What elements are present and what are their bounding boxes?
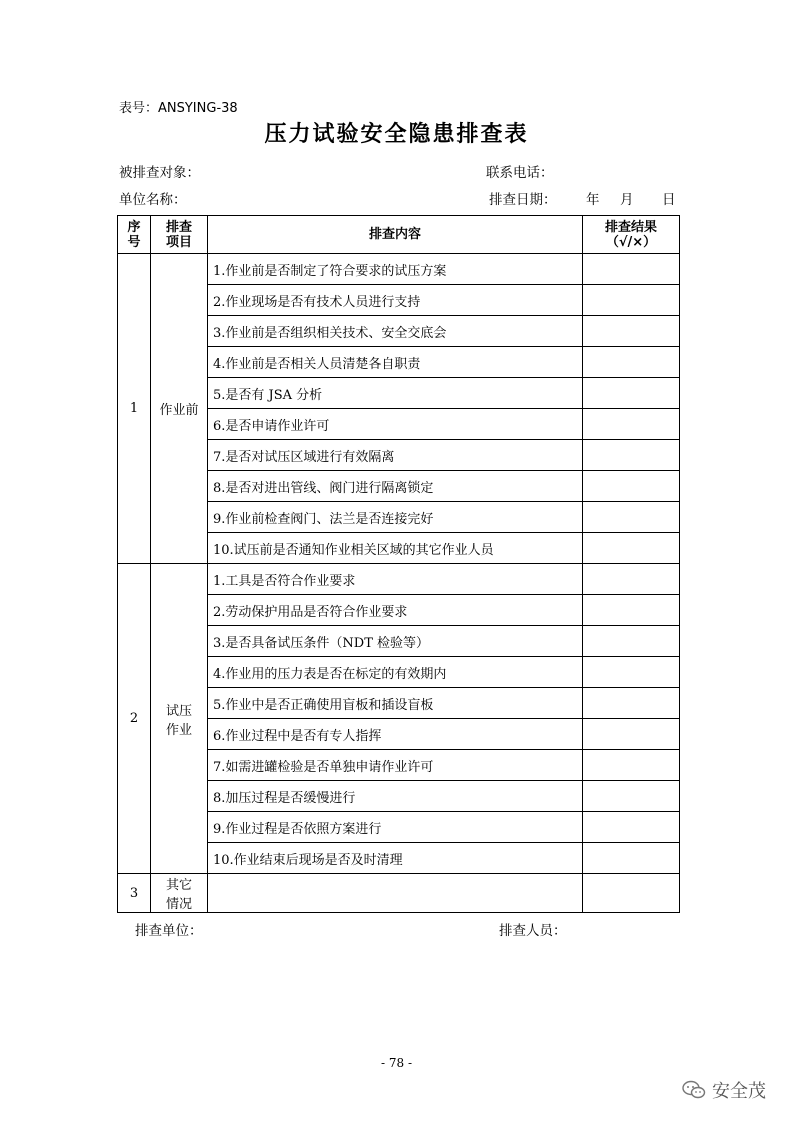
check-item: 1.工具是否符合作业要求 bbox=[208, 564, 583, 595]
check-item: 6.是否申请作业许可 bbox=[208, 409, 583, 440]
footer-person-label: 排查人员： bbox=[499, 923, 567, 939]
check-date-label: 排查日期： bbox=[489, 192, 557, 208]
header-seq-line1: 序 bbox=[127, 219, 141, 235]
header-project bbox=[151, 216, 208, 254]
wechat-icon bbox=[682, 1080, 706, 1100]
section-seq: 1 bbox=[118, 254, 151, 564]
result-cell[interactable] bbox=[583, 347, 680, 378]
section-project bbox=[151, 874, 208, 913]
check-item: 10.作业结束后现场是否及时清理 bbox=[208, 843, 583, 874]
header-result-line2: （√/×） bbox=[605, 234, 657, 250]
phone-label: 联系电话： bbox=[486, 165, 554, 181]
result-cell[interactable] bbox=[583, 688, 680, 719]
check-item: 2.劳动保护用品是否符合作业要求 bbox=[208, 595, 583, 626]
section-project-line: 情况 bbox=[165, 897, 192, 912]
date-year: 年 bbox=[586, 192, 600, 208]
result-cell[interactable] bbox=[583, 595, 680, 626]
date-day: 日 bbox=[662, 192, 676, 208]
page-title: 压力试验安全隐患排查表 bbox=[264, 122, 529, 147]
check-item bbox=[208, 874, 583, 913]
watermark-text: 安全茂 bbox=[712, 1081, 766, 1102]
check-item: 1.作业前是否制定了符合要求的试压方案 bbox=[208, 254, 583, 285]
check-item: 4.作业前是否相关人员清楚各自职责 bbox=[208, 347, 583, 378]
result-cell[interactable] bbox=[583, 533, 680, 564]
section-project-line: 作业前 bbox=[159, 403, 199, 418]
check-item: 6.作业过程中是否有专人指挥 bbox=[208, 719, 583, 750]
check-item: 9.作业前检查阀门、法兰是否连接完好 bbox=[208, 502, 583, 533]
watermark bbox=[682, 1077, 766, 1103]
check-item: 3.作业前是否组织相关技术、安全交底会 bbox=[208, 316, 583, 347]
section-project bbox=[151, 254, 208, 564]
date-month: 月 bbox=[620, 192, 634, 208]
check-item: 8.是否对进出管线、阀门进行隔离锁定 bbox=[208, 471, 583, 502]
result-cell[interactable] bbox=[583, 316, 680, 347]
table-header-row bbox=[118, 216, 680, 254]
result-cell[interactable] bbox=[583, 657, 680, 688]
inspection-table bbox=[117, 215, 680, 913]
target-label: 被排查对象： bbox=[119, 165, 200, 181]
header-seq-line2: 号 bbox=[127, 234, 141, 250]
section-seq: 2 bbox=[118, 564, 151, 874]
table-row bbox=[118, 254, 680, 285]
check-item: 3.是否具备试压条件（NDT 检验等） bbox=[208, 626, 583, 657]
result-cell[interactable] bbox=[583, 471, 680, 502]
check-item: 7.如需进罐检验是否单独申请作业许可 bbox=[208, 750, 583, 781]
check-item: 5.是否有 JSA 分析 bbox=[208, 378, 583, 409]
result-cell[interactable] bbox=[583, 874, 680, 913]
result-cell[interactable] bbox=[583, 378, 680, 409]
result-cell[interactable] bbox=[583, 719, 680, 750]
header-result-line1: 排查结果 bbox=[604, 219, 657, 235]
form-number: 表号：ANSYING-38 bbox=[119, 101, 238, 116]
check-item: 8.加压过程是否缓慢进行 bbox=[208, 781, 583, 812]
footer-unit-label: 排查单位： bbox=[135, 923, 203, 939]
unit-name-label: 单位名称： bbox=[119, 192, 187, 208]
section-project-line: 其它 bbox=[165, 878, 192, 893]
section-project-line: 试压 bbox=[165, 703, 192, 719]
check-item: 10.试压前是否通知作业相关区域的其它作业人员 bbox=[208, 533, 583, 564]
result-cell[interactable] bbox=[583, 285, 680, 316]
result-cell[interactable] bbox=[583, 750, 680, 781]
result-cell[interactable] bbox=[583, 843, 680, 874]
header-content: 排查内容 bbox=[208, 216, 583, 254]
table-row bbox=[118, 564, 680, 595]
result-cell[interactable] bbox=[583, 254, 680, 285]
section-seq: 3 bbox=[118, 874, 151, 913]
header-project-line2: 项目 bbox=[165, 234, 192, 250]
header-result bbox=[583, 216, 680, 254]
table-row bbox=[118, 874, 680, 913]
result-cell[interactable] bbox=[583, 502, 680, 533]
check-item: 4.作业用的压力表是否在标定的有效期内 bbox=[208, 657, 583, 688]
result-cell[interactable] bbox=[583, 440, 680, 471]
result-cell[interactable] bbox=[583, 781, 680, 812]
check-item: 9.作业过程是否依照方案进行 bbox=[208, 812, 583, 843]
section-project-line: 作业 bbox=[165, 722, 192, 738]
result-cell[interactable] bbox=[583, 409, 680, 440]
section-project bbox=[151, 564, 208, 874]
result-cell[interactable] bbox=[583, 812, 680, 843]
page-number: - 78 - bbox=[380, 1056, 412, 1070]
check-item: 5.作业中是否正确使用盲板和插设盲板 bbox=[208, 688, 583, 719]
check-item: 2.作业现场是否有技术人员进行支持 bbox=[208, 285, 583, 316]
header-seq bbox=[118, 216, 151, 254]
check-item: 7.是否对试压区域进行有效隔离 bbox=[208, 440, 583, 471]
result-cell[interactable] bbox=[583, 626, 680, 657]
header-project-line1: 排查 bbox=[165, 219, 192, 235]
result-cell[interactable] bbox=[583, 564, 680, 595]
